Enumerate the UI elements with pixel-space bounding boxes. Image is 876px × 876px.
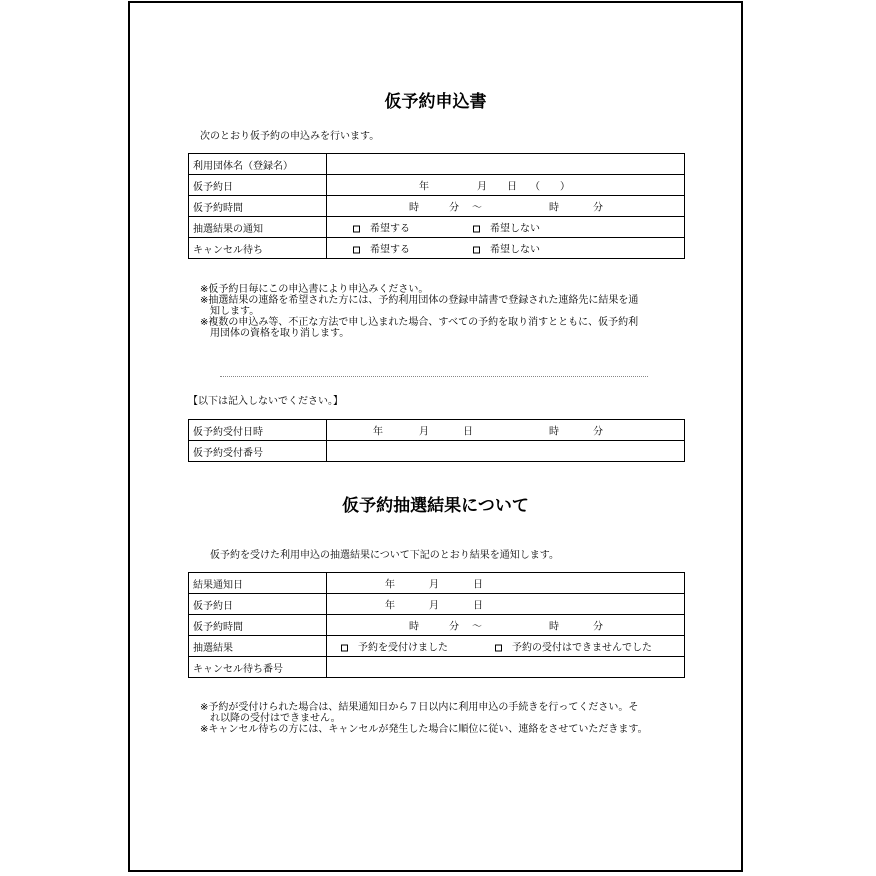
cancel-want-option[interactable]: 希望する: [353, 241, 410, 256]
org-name-field[interactable]: [327, 154, 685, 175]
checkbox[interactable]: [341, 645, 348, 652]
application-table: [188, 153, 685, 259]
note-line: ※予約が受付けられた場合は、結果通知日から７日以内に利用申込の手続きを行ってください。そ: [200, 702, 639, 713]
result-notes: [200, 702, 648, 735]
note-line: 知します。: [210, 306, 260, 317]
wait-number-label: キャンセル待ち番号: [189, 657, 327, 678]
note-line: 用団体の資格を取り消します。: [210, 328, 350, 339]
cancel-wait-label: キャンセル待ち: [189, 238, 327, 259]
form-notes: [200, 284, 638, 339]
result-title: 仮予約抽選結果について: [342, 496, 529, 516]
note-line: ※キャンセル待ちの方には、キャンセルが発生した場合に順位に従い、連絡をさせていただきます。: [200, 724, 648, 735]
table-row: 仮予約受付日時 年 月 日 時 分: [189, 420, 685, 441]
form-title: 仮予約申込書: [384, 92, 487, 112]
result-reservation-date-label: 仮予約日: [189, 594, 327, 615]
table-row: [189, 238, 685, 259]
office-table: [188, 419, 685, 462]
note-line: ※複数の申込み等、不正な方法で申し込まれた場合、すべての予約を取り消すとともに、仮予約利: [200, 317, 639, 328]
lottery-notice-label: 抽選結果の通知: [189, 217, 327, 238]
office-use-heading: 【以下は記入しないでください。】: [188, 396, 343, 407]
form-intro: 次のとおり仮予約の申込みを行います。: [200, 131, 380, 142]
table-row: [189, 196, 685, 217]
table-row: [189, 441, 685, 462]
cut-line-divider: [220, 376, 648, 377]
checkbox[interactable]: [495, 645, 502, 652]
table-row: [189, 154, 685, 175]
table-row: [189, 657, 685, 678]
result-intro: 仮予約を受けた利用申込の抽選結果について下記のとおり結果を通知します。: [210, 550, 559, 561]
table-row: [189, 217, 685, 238]
table-row: 仮予約日 年 月 日: [189, 594, 685, 615]
org-name-label: 利用団体名（登録名）: [189, 154, 327, 175]
table-row: [189, 636, 685, 657]
received-datetime-label: 仮予約受付日時: [189, 420, 327, 441]
table-row: 仮予約時間 時 分 ～ 時 分: [189, 615, 685, 636]
table-row: 結果通知日 年 月 日: [189, 573, 685, 594]
checkbox[interactable]: [473, 226, 480, 233]
received-number-label: 仮予約受付番号: [189, 441, 327, 462]
note-line: ※仮予約日毎にこの申込書により申込みください。: [200, 284, 429, 295]
rejected-option[interactable]: 予約の受付はできませんでした: [495, 639, 652, 654]
reservation-date-field[interactable]: 年 月 日 （ ）: [327, 175, 685, 196]
lottery-result-label: 抽選結果: [189, 636, 327, 657]
checkbox[interactable]: [353, 226, 360, 233]
notify-not-want-option[interactable]: 希望しない: [473, 220, 540, 235]
notify-want-option[interactable]: 希望する: [353, 220, 410, 235]
document-page: [128, 1, 743, 872]
checkbox[interactable]: [473, 247, 480, 254]
reservation-time-field[interactable]: 時 分 ～ 時 分: [327, 196, 685, 217]
cancel-not-want-option[interactable]: 希望しない: [473, 241, 540, 256]
reservation-time-label: 仮予約時間: [189, 196, 327, 217]
result-reservation-time-label: 仮予約時間: [189, 615, 327, 636]
checkbox[interactable]: [353, 247, 360, 254]
note-line: れ以降の受付はできません。: [210, 713, 341, 724]
accepted-option[interactable]: 予約を受付けました: [341, 639, 448, 654]
notice-date-label: 結果通知日: [189, 573, 327, 594]
reservation-date-label: 仮予約日: [189, 175, 327, 196]
note-line: ※抽選結果の連絡を希望された方には、予約利用団体の登録申請書で登録された連絡先に結果を通: [200, 295, 639, 306]
result-table: [188, 572, 685, 678]
table-row: [189, 175, 685, 196]
